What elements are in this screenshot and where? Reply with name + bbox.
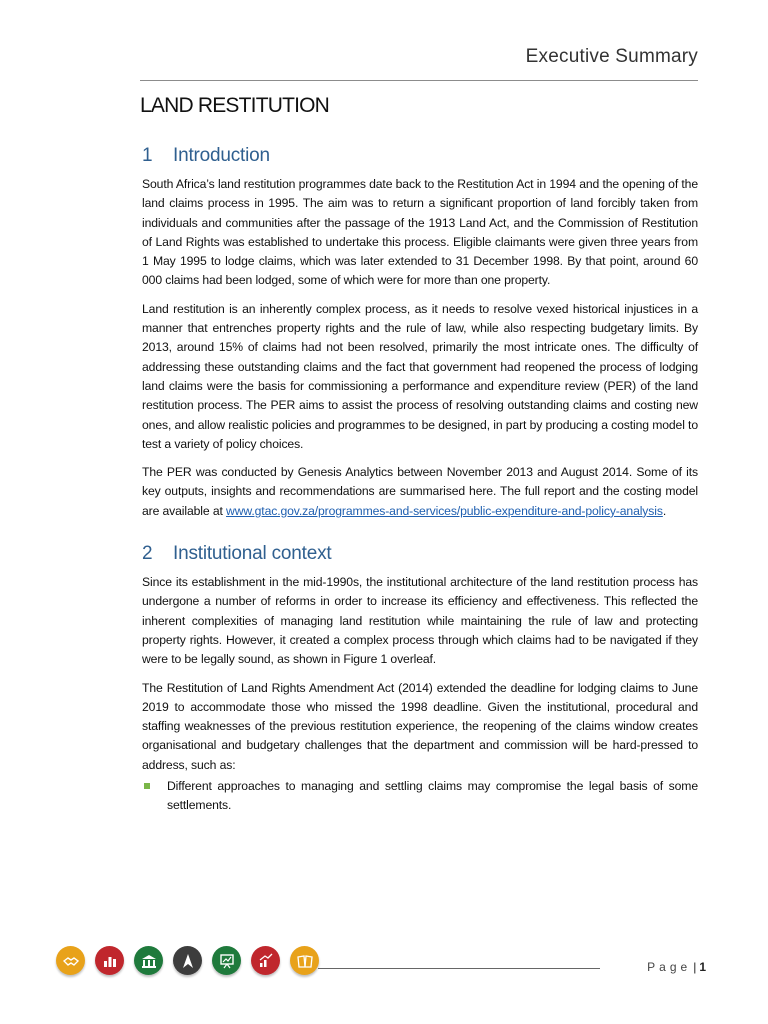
section-heading-institutional-context xyxy=(142,543,698,565)
book-icon xyxy=(290,946,319,975)
presentation-board-icon xyxy=(212,946,241,975)
paragraph-suffix: . xyxy=(662,503,667,518)
document-body xyxy=(142,145,698,816)
header-divider xyxy=(140,80,698,81)
footer-divider xyxy=(318,968,600,969)
paragraph: South Africa’s land restitution programmes date back to the Restitution Act in 1994 and the opening of the land claims process in 1995. The aim was to return a significant proportion of land forcibly taken from individuals and communities after the passage of the 1913 Land Act, and the Commission of Restitution of Land Rights was established to undertake this process. Eligible claimants were given three years from 1 May 1995 to lodge claims, which was later extended to 31 December 1998. By that point, around 60 000 claims had been lodged, some of which were for more than one property. xyxy=(142,177,698,288)
footer-icon-row xyxy=(56,946,319,975)
section-number: 1 xyxy=(142,145,153,166)
section-title: Introduction xyxy=(173,145,270,166)
paragraph-with-link xyxy=(142,463,698,521)
header-title: Executive Summary xyxy=(525,46,698,67)
paragraph-text: The PER was conducted by Genesis Analytics between November 2013 and August 2014. Some of its key outputs, insights and recommendations are summarised here. The full report and the costing model are available at xyxy=(142,465,698,518)
paragraph: The Restitution of Land Rights Amendment Act (2014) extended the deadline for lodging claims to June 2019 to accommodate those who missed the 1998 deadline. Given the institutional, procedural and staffing weaknesses of the previous restitution experience, the reopening of the claims window creates organisational and budgetary challenges that the department and commission will be hard-pressed to address, such as: xyxy=(142,680,698,772)
paragraph: Since its establishment in the mid-1990s, the institutional architecture of the land restitution process has undergone a number of reforms in order to increase its efficiency and effectiveness. This reflected the inherent complexities of managing land restitution while maintaining the rule of law and protecting property rights. However, it created a complex process through which claims had to be navigated if they were to be legally sound, as shown in Figure 1 overleaf. xyxy=(142,575,698,667)
page-word: Page xyxy=(647,960,692,974)
page-number-label xyxy=(647,960,706,974)
compass-arrow-icon xyxy=(173,946,202,975)
section-title: Institutional context xyxy=(173,543,332,565)
bullet-list xyxy=(142,777,698,816)
report-link[interactable]: www.gtac.gov.za/programmes-and-services/public-expenditure-and-policy-analysis xyxy=(226,503,663,518)
bar-chart-icon xyxy=(95,946,124,975)
building-icon xyxy=(134,946,163,975)
document-title: LAND RESTITUTION xyxy=(140,94,330,117)
page-number: 1 xyxy=(699,960,706,974)
paragraph: Land restitution is an inherently complex process, as it needs to resolve vexed historical injustices in a manner that entrenches property rights and the rule of law, while also respecting budgetary limits. By 2013, around 15% of claims had not been resolved, primarily the most intricate ones. The difficulty of addressing these outstanding claims and the fact that government had reopened the process of lodging land claims were the basis for commissioning a performance and expenditure review (PER) of the land restitution process. The PER aims to assist the process of resolving outstanding claims and costing new ones, and allow realistic policies and programmes to be designed, in part by producing a costing model to test a variety of policy choices. xyxy=(142,301,698,451)
square-bullet-icon xyxy=(144,783,150,789)
handshake-icon xyxy=(56,946,85,975)
page-separator: | xyxy=(693,960,697,974)
growth-chart-icon xyxy=(251,946,280,975)
list-item-text: Different approaches to managing and settling claims may compromise the legal basis of some settlements. xyxy=(167,779,698,813)
section-number: 2 xyxy=(142,543,153,565)
section-heading-introduction xyxy=(142,145,698,167)
list-item xyxy=(142,777,698,816)
